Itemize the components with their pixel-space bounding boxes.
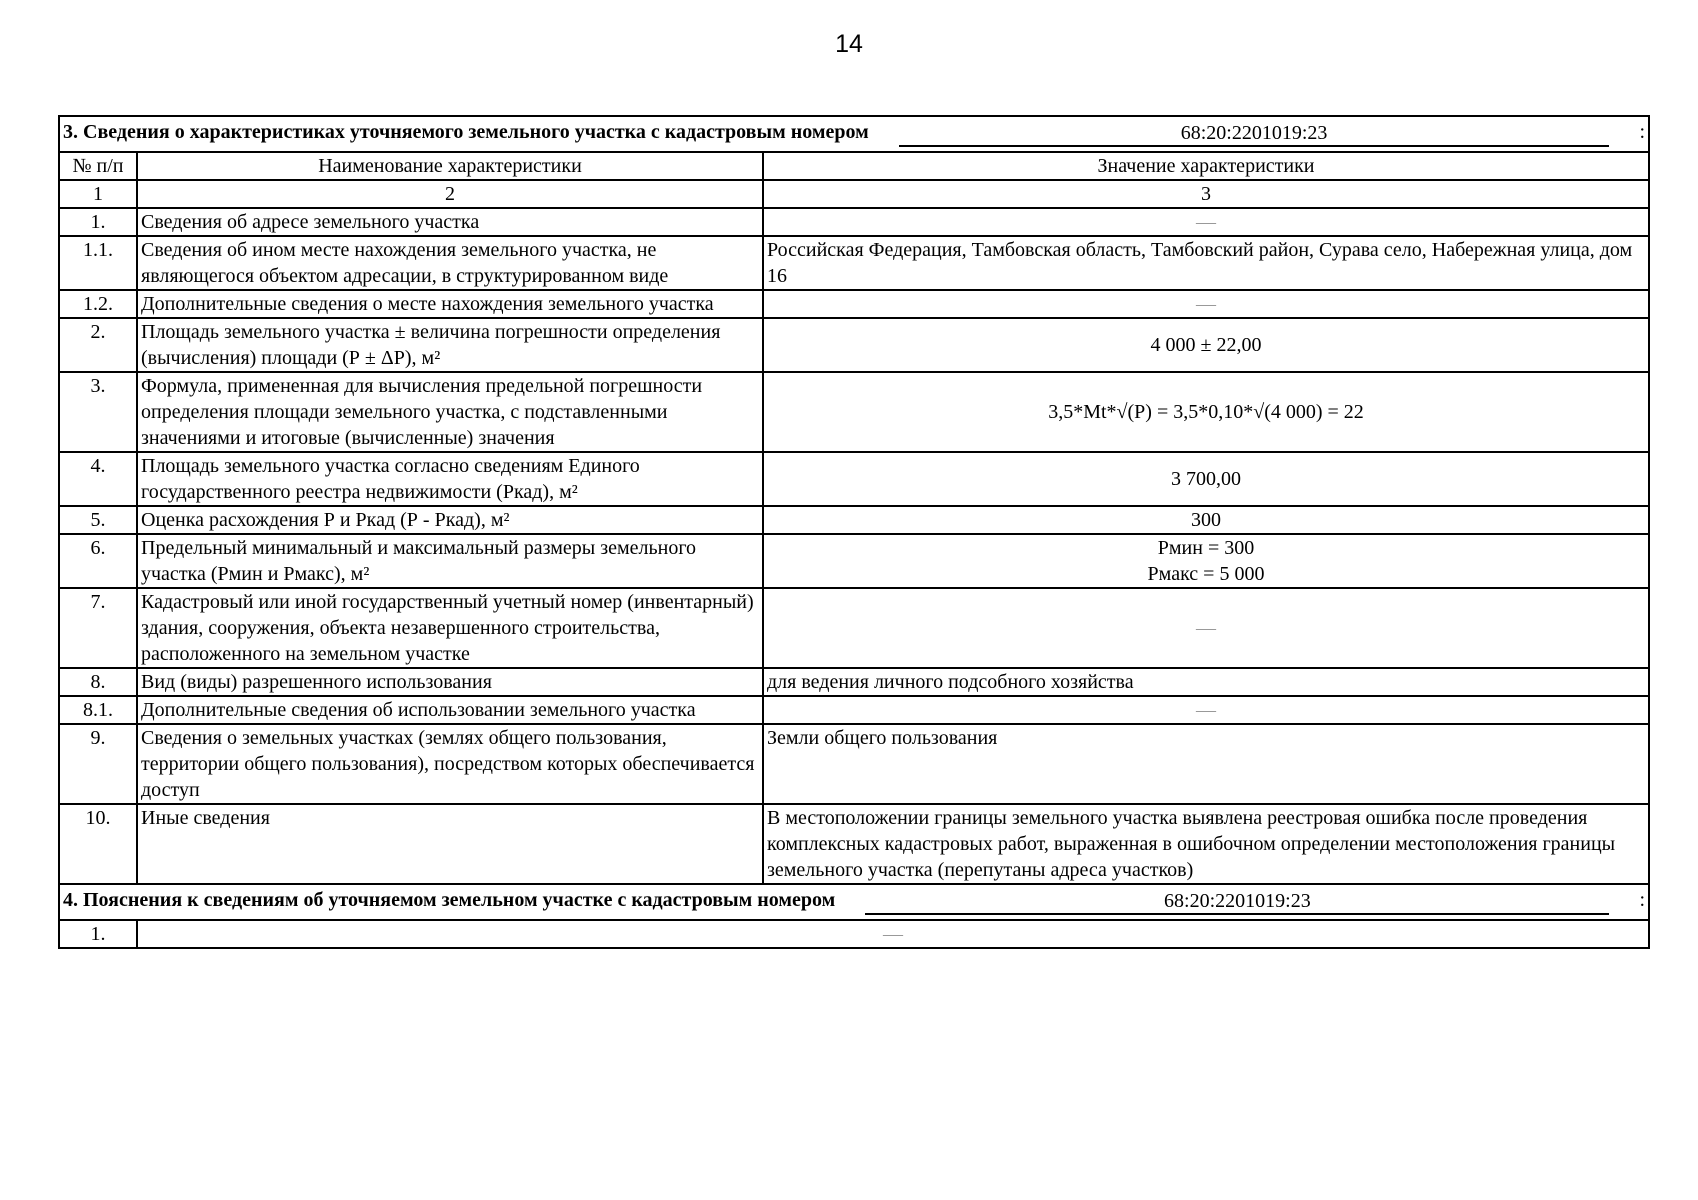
row-value: —: [763, 588, 1649, 668]
section4-header-cell: [59, 884, 1649, 920]
row-num: 1.: [59, 208, 137, 236]
page-number: 14: [835, 30, 863, 58]
row-name: Сведения об ином месте нахождения земельного участка, не являющегося объектом адресации, в структурированном виде: [137, 236, 763, 290]
row-value: для ведения личного подсобного хозяйства: [763, 668, 1649, 696]
section3-cadastral-number: 68:20:2201019:23: [899, 121, 1610, 147]
col-number-2: 2: [137, 180, 763, 208]
row-name: Вид (виды) разрешенного использования: [137, 668, 763, 696]
row-value: 3 700,00: [763, 452, 1649, 506]
row-num: 2.: [59, 318, 137, 372]
row-num: 10.: [59, 804, 137, 884]
row-num: 5.: [59, 506, 137, 534]
table-row: [59, 696, 1649, 724]
column-header-row: [59, 152, 1649, 180]
row-value: Земли общего пользования: [763, 724, 1649, 804]
row-name: Сведения об адресе земельного участка: [137, 208, 763, 236]
table-row: [59, 588, 1649, 668]
table-row: [59, 724, 1649, 804]
row-value: —: [763, 290, 1649, 318]
row-num: 7.: [59, 588, 137, 668]
row-value: Российская Федерация, Тамбовская область, Тамбовский район, Сурава село, Набережная улица, дом 16: [763, 236, 1649, 290]
table-row: [59, 668, 1649, 696]
section3-title: 3. Сведения о характеристиках уточняемого земельного участка с кадастровым номером: [63, 121, 869, 143]
col-number-1: 1: [59, 180, 137, 208]
table-row: [59, 452, 1649, 506]
row-value: —: [763, 696, 1649, 724]
table-row: [59, 920, 1649, 948]
table-row: [59, 372, 1649, 452]
row-num: 1.2.: [59, 290, 137, 318]
table-row: [59, 506, 1649, 534]
table-row: [59, 208, 1649, 236]
land-plot-characteristics-table: [58, 115, 1650, 949]
row-num: 3.: [59, 372, 137, 452]
section4-cadastral-number: 68:20:2201019:23: [865, 889, 1609, 915]
section4-header-row: [59, 884, 1649, 920]
row-num: 1.1.: [59, 236, 137, 290]
row-value: —: [137, 920, 1649, 948]
col-number-3: 3: [763, 180, 1649, 208]
row-value: —: [763, 208, 1649, 236]
row-value: 4 000 ± 22,00: [763, 318, 1649, 372]
row-name: Сведения о земельных участках (землях общего пользования, территории общего пользования), посредством которых обеспечивается доступ: [137, 724, 763, 804]
area-max: Рмакс = 5 000: [1147, 563, 1265, 585]
row-num: 8.: [59, 668, 137, 696]
row-name: Площадь земельного участка согласно сведениям Единого государственного реестра недвижимости (Ркад), м²: [137, 452, 763, 506]
row-name: Кадастровый или иной государственный учетный номер (инвентарный) здания, сооружения, объекта незавершенного строительства, расположенного на земельном участке: [137, 588, 763, 668]
row-name: Предельный минимальный и максимальный размеры земельного участка (Рмин и Рмакс), м²: [137, 534, 763, 588]
header-num: № п/п: [59, 152, 137, 180]
row-name: Оценка расхождения Р и Ркад (Р - Ркад), м²: [137, 506, 763, 534]
row-num: 4.: [59, 452, 137, 506]
table-row: [59, 318, 1649, 372]
header-value: Значение характеристики: [763, 152, 1649, 180]
row-value: 300: [763, 506, 1649, 534]
row-value: В местоположении границы земельного участка выявлена реестровая ошибка после проведения комплексных кадастровых работ, выраженная в ошибочном определении местоположения границы земельного участка (перепутаны адреса участков): [763, 804, 1649, 884]
section4-colon: :: [1639, 889, 1646, 911]
section3-header-row: [59, 116, 1649, 152]
row-num: 9.: [59, 724, 137, 804]
row-name: Формула, примененная для вычисления предельной погрешности определения площади земельного участка, с подставленными значениями и итоговые (вычисленные) значения: [137, 372, 763, 452]
row-num: 8.1.: [59, 696, 137, 724]
header-name: Наименование характеристики: [137, 152, 763, 180]
table-row: [59, 534, 1649, 588]
row-value: [763, 534, 1649, 588]
section3-header-cell: [59, 116, 1649, 152]
row-num: 1.: [59, 920, 137, 948]
row-name: Иные сведения: [137, 804, 763, 884]
column-number-row: [59, 180, 1649, 208]
section4-title: 4. Пояснения к сведениям об уточняемом земельном участке с кадастровым номером: [63, 889, 836, 911]
row-name: Дополнительные сведения об использовании земельного участка: [137, 696, 763, 724]
row-num: 6.: [59, 534, 137, 588]
row-name: Площадь земельного участка ± величина погрешности определения (вычисления) площади (Р ± ΔР), м²: [137, 318, 763, 372]
table-row: [59, 804, 1649, 884]
area-min: Рмин = 300: [1157, 537, 1255, 559]
row-value: 3,5*Mt*√(P) = 3,5*0,10*√(4 000) = 22: [763, 372, 1649, 452]
row-name: Дополнительные сведения о месте нахождения земельного участка: [137, 290, 763, 318]
table-row: [59, 290, 1649, 318]
table-row: [59, 236, 1649, 290]
section3-colon: :: [1639, 121, 1646, 143]
